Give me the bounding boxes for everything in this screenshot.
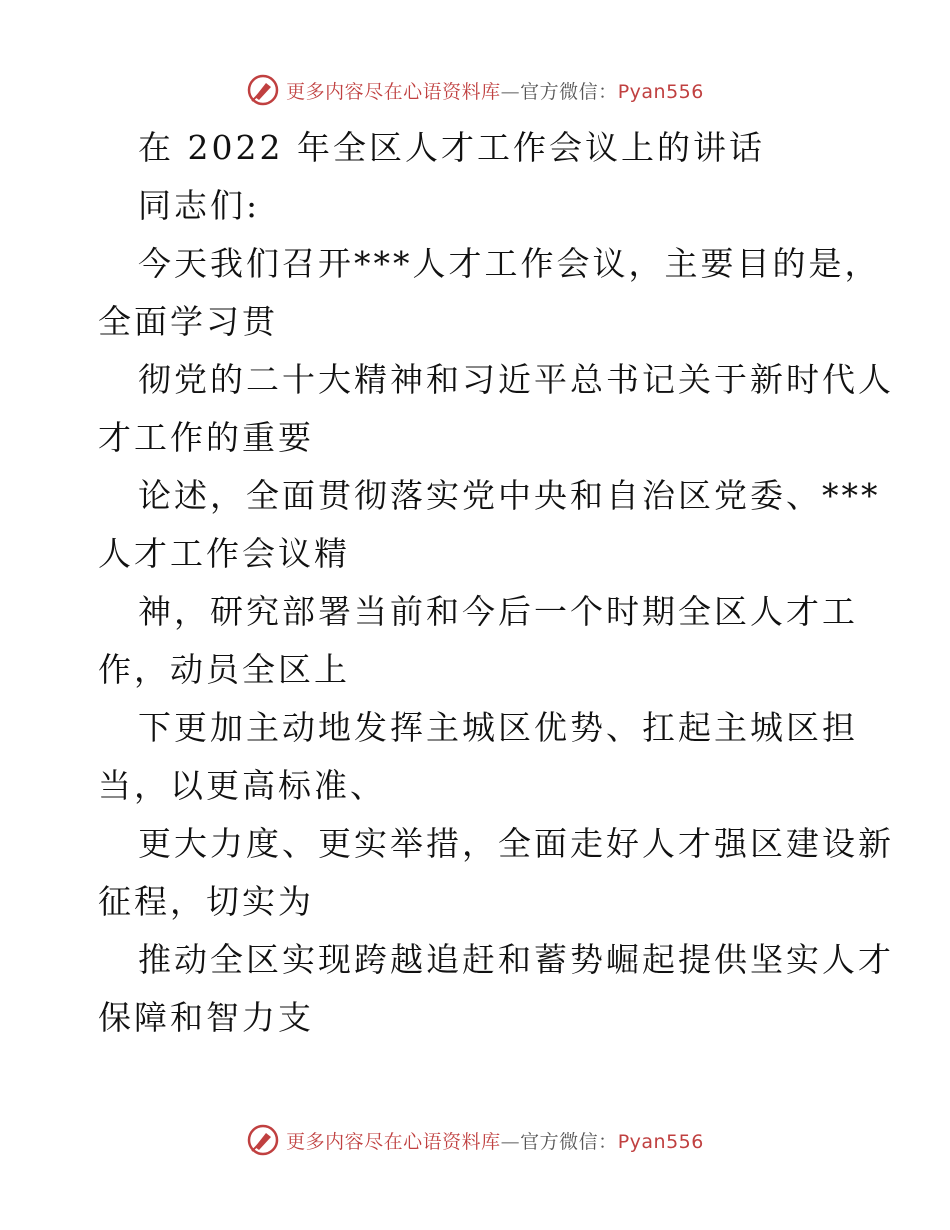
text-line: 作，动员全区上 <box>98 650 350 689</box>
text-line: 全面学习贯 <box>98 302 278 341</box>
watermark-text <box>286 1127 704 1154</box>
text-line: 论述，全面贯彻落实党中央和自治区党委、*** <box>138 476 881 515</box>
watermark-dash: — <box>500 80 521 103</box>
text-line: 今天我们召开***人才工作会议，主要目的是， <box>138 244 881 283</box>
text-line: 彻党的二十大精神和习近平总书记关于新时代人 <box>138 360 894 399</box>
pen-nib-logo-icon <box>246 73 280 107</box>
text-line: 更大力度、更实举措，全面走好人才强区建设新 <box>138 824 894 863</box>
watermark-sub: 官方微信： <box>520 80 618 103</box>
watermark-dash: — <box>500 1130 521 1153</box>
watermark-sub: 官方微信： <box>520 1130 618 1153</box>
document-title: 在 2022 年全区人才工作会议上的讲话 <box>138 128 765 167</box>
text-line: 神，研究部署当前和今后一个时期全区人才工 <box>138 592 858 631</box>
text-line: 才工作的重要 <box>98 418 314 457</box>
text-line: 征程，切实为 <box>98 882 314 921</box>
text-line: 当，以更高标准、 <box>98 766 386 805</box>
watermark-id: Pyan556 <box>617 80 704 103</box>
watermark-text <box>286 77 704 104</box>
watermark-main: 更多内容尽在心语资料库 <box>286 80 501 103</box>
watermark-id: Pyan556 <box>617 1130 704 1153</box>
text-line: 下更加主动地发挥主城区优势、扛起主城区担 <box>138 708 858 747</box>
text-line: 保障和智力支 <box>98 998 314 1037</box>
text-line: 推动全区实现跨越追赶和蓄势崛起提供坚实人才 <box>138 940 894 979</box>
text-line: 人才工作会议精 <box>98 534 350 573</box>
pen-nib-logo-icon <box>246 1123 280 1157</box>
page-header-watermark <box>0 70 950 110</box>
page-footer-watermark <box>0 1120 950 1160</box>
watermark-main: 更多内容尽在心语资料库 <box>286 1130 501 1153</box>
salutation: 同志们: <box>138 186 261 225</box>
